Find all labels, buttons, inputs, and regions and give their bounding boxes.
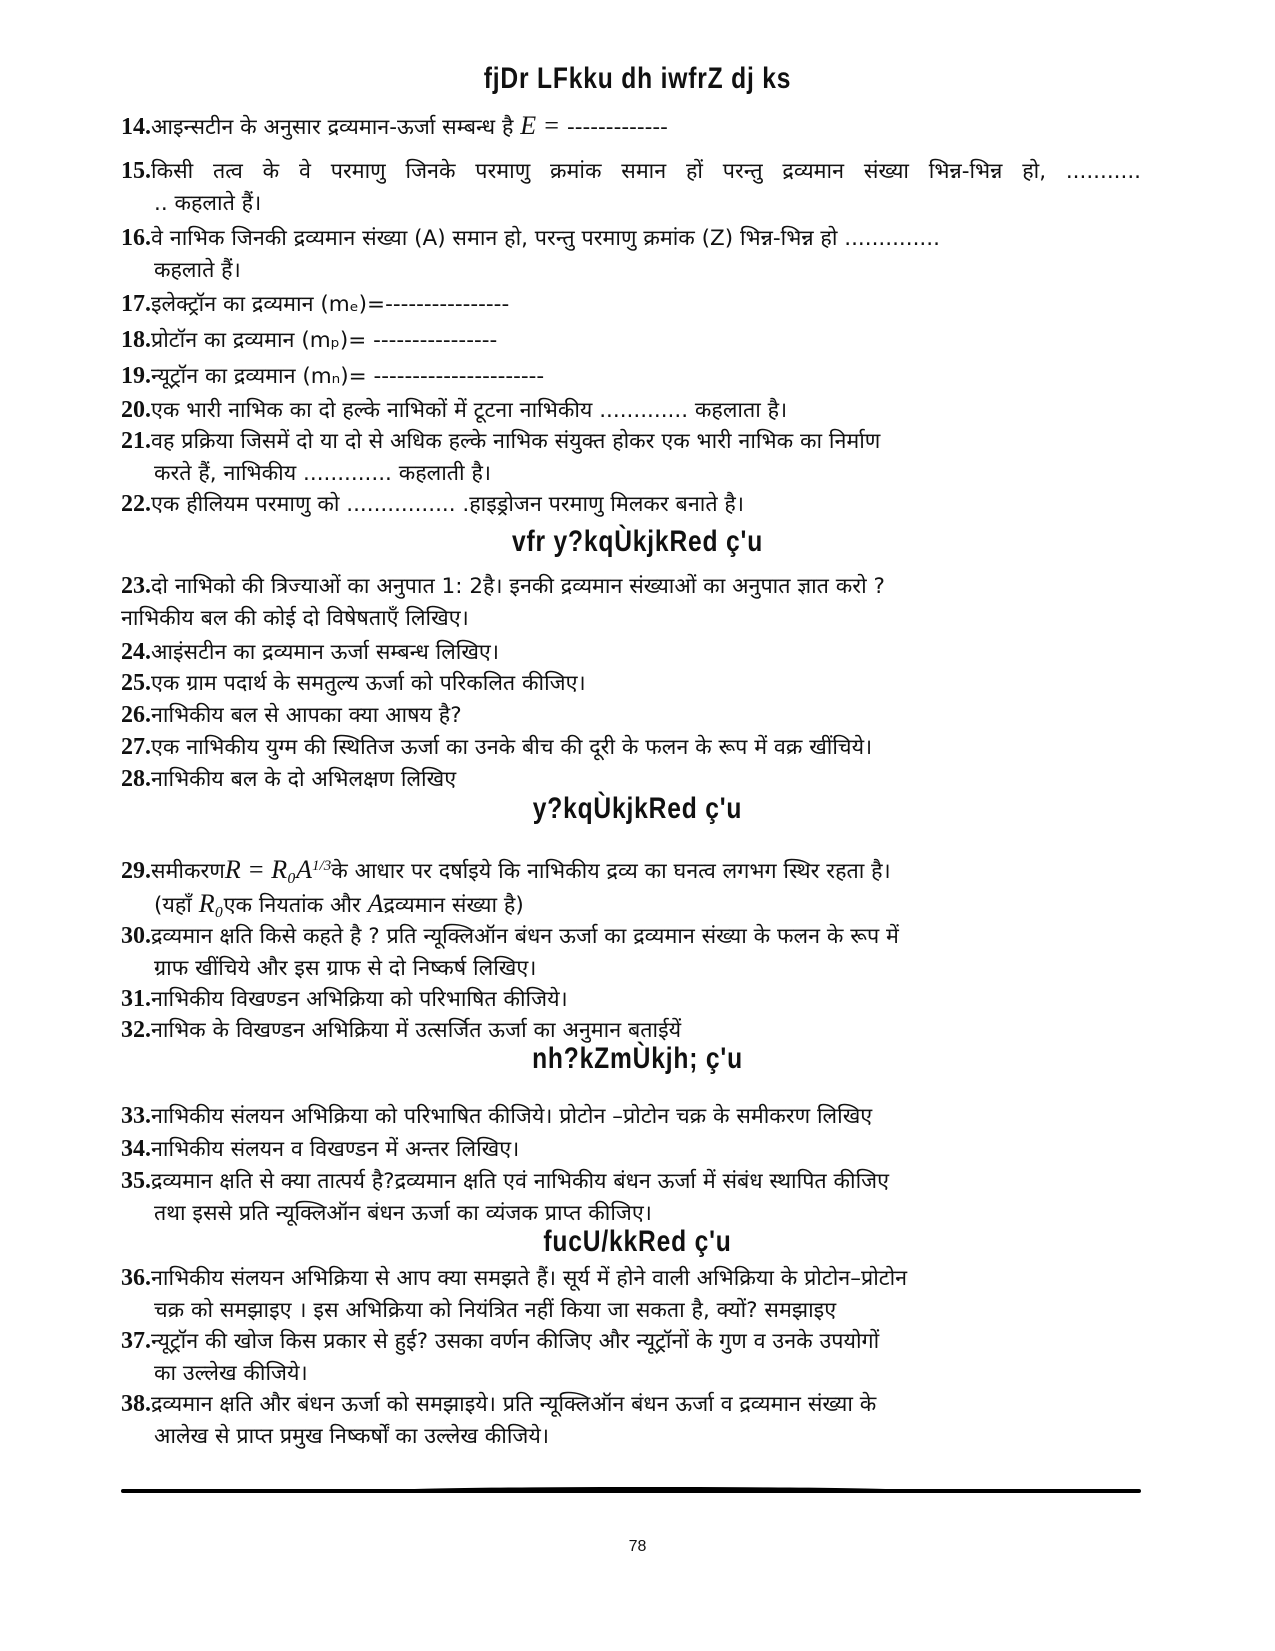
question-number: 29.: [121, 858, 151, 885]
question-text: नाभिक के विखण्डन अभिक्रिया में उत्सर्जित ऊर्जा का अनुमान बताईयें: [151, 1018, 682, 1043]
equation: R = R₀A: [224, 855, 313, 885]
question-number: 30.: [121, 923, 151, 949]
question-text: नाभिकीय बल के दो अभिलक्षण लिखिए: [151, 767, 457, 792]
question-25: [121, 667, 1141, 700]
question-text-line2a: (यहाँ: [154, 893, 199, 919]
question-text: आइन्सटीन के अनुसार द्रव्यमान-ऊर्जा सम्बन्ध है: [151, 115, 521, 140]
section-heading-one-mark: vfr y?kqÙkjkRed ç'u: [511, 525, 764, 558]
question-text-line2: कहलाते हैं।: [154, 258, 241, 283]
section-heading-essay: fucU/kkRed ç'u: [543, 1225, 732, 1258]
section-heading-two-mark: y?kqÙkjkRed ç'u: [532, 792, 743, 825]
question-text-line2c: द्रव्यमान संख्या है): [383, 893, 524, 919]
question-number: 34.: [121, 1136, 151, 1162]
question-29: [121, 850, 1141, 922]
question-number: 23.: [121, 573, 151, 599]
question-19: [121, 360, 1141, 393]
question-14: [121, 110, 1141, 144]
question-number: 31.: [121, 986, 151, 1012]
section-heading-long: nh?kZmÙkjh; ç'u: [532, 1042, 743, 1075]
question-text-line1: द्रव्यमान क्षति से क्या तात्पर्य है?द्रव्यमान क्षति एवं नाभिकीय बंधन ऊर्जा में संबंध स्थापित कीजिए: [151, 1169, 889, 1194]
question-number: 20.: [121, 397, 151, 423]
question-18: [121, 324, 1141, 357]
question-text-line2: .. कहलाते हैं।: [154, 191, 262, 216]
question-text: नाभिकीय संलयन अभिक्रिया को परिभाषित कीजिये। प्रोटोन –प्रोटोन चक्र के समीकरण लिखिए: [151, 1104, 873, 1129]
section-heading-fill-blanks: fjDr LFkku dh iwfrZ dj ks: [483, 62, 792, 95]
question-31: [121, 983, 1141, 1016]
question-number: 22.: [121, 491, 151, 517]
equation-r0: R₀: [198, 889, 224, 919]
question-text-line1: वे नाभिक जिनकी द्रव्यमान संख्या (A) समान हो, परन्तु परमाणु क्रमांक (Z) भिन्न-भिन्न हो ..............: [151, 226, 940, 251]
question-text-line2: तथा इससे प्रति न्यूक्लिऑन बंधन ऊर्जा का व्यंजक प्राप्त कीजिए।: [154, 1201, 652, 1226]
question-number: 24.: [121, 639, 151, 665]
question-text: प्रोटॉन का द्रव्यमान (mₚ)= ----------------: [151, 328, 498, 353]
question-number: 16.: [121, 225, 151, 251]
question-24: [121, 636, 1141, 669]
question-text-line2b: एक नियतांक और: [223, 893, 368, 919]
question-text: आइंसटीन का द्रव्यमान ऊर्जा सम्बन्ध लिखिए।: [151, 640, 499, 665]
question-text-line1: के आधार पर दर्षाइये कि नाभिकीय द्रव्य का घनत्व लगभग स्थिर रहता है।: [331, 859, 891, 885]
question-number: 18.: [121, 327, 151, 353]
question-text: एक हीलियम परमाणु को ................ .हाइड्रोजन परमाणु मिलकर बनाते है।: [151, 492, 744, 517]
equation: E =: [520, 111, 561, 140]
question-27: [121, 731, 1141, 764]
question-21: [121, 425, 1141, 490]
question-number: 25.: [121, 670, 151, 696]
equation-a: A: [367, 889, 384, 919]
question-number: 21.: [121, 428, 151, 454]
question-number: 27.: [121, 734, 151, 760]
question-15: [121, 155, 1141, 220]
question-text-line1: किसी तत्व के वे परमाणु जिनके परमाणु क्रमांक समान हों परन्तु द्रव्यमान संख्या भिन्न-भिन्न हो, ...........: [151, 159, 1141, 184]
question-text: एक नाभिकीय युग्म की स्थितिज ऊर्जा का उनके बीच की दूरी के फलन के रूप में वक्र खींचिये।: [151, 735, 873, 760]
question-text-line2: का उल्लेख कीजिये।: [154, 1361, 308, 1386]
question-text: नाभिकीय संलयन व विखण्डन में अन्तर लिखिए।: [151, 1137, 520, 1162]
question-text-line1: द्रव्यमान क्षति किसे कहते है ? प्रति न्यूक्लिऑन बंधन ऊर्जा का द्रव्यमान संख्या के फलन के रूप में: [151, 924, 899, 949]
question-number: 38.: [121, 1391, 151, 1417]
question-text-line2: करते हैं, नाभिकीय ............. कहलाती है।: [154, 461, 492, 486]
page-number: 78: [628, 1538, 647, 1555]
question-text: नाभिकीय बल से आपका क्या आषय है?: [151, 703, 462, 728]
question-number: 26.: [121, 702, 151, 728]
question-38: [121, 1388, 1141, 1453]
question-number: 37.: [121, 1328, 151, 1354]
question-26: [121, 699, 1141, 732]
question-number: 33.: [121, 1103, 151, 1129]
question-30: [121, 920, 1141, 985]
question-text-line1: द्रव्यमान क्षति और बंधन ऊर्जा को समझाइये। प्रति न्यूक्लिऑन बंधन ऊर्जा व द्रव्यमान संख्या के: [151, 1392, 877, 1417]
question-number: 19.: [121, 363, 151, 389]
question-text-line1: दो नाभिको की त्रिज्याओं का अनुपात 1: 2है। इनकी द्रव्यमान संख्याओं का अनुपात ज्ञात करो ?: [151, 574, 885, 599]
question-17: [121, 288, 1141, 321]
question-16: [121, 222, 1141, 287]
question-text-line2: चक्र को समझाइए । इस अभिक्रिया को नियंत्रित नहीं किया जा सकता है, क्यों? समझाइए: [154, 1298, 837, 1323]
question-number: 36.: [121, 1265, 151, 1291]
question-23: [121, 570, 1141, 635]
question-text-line2: नाभिकीय बल की कोई दो विषेषताएँ लिखिए।: [121, 606, 469, 631]
blank: -------------: [560, 115, 668, 140]
question-number: 35.: [121, 1168, 151, 1194]
question-36: [121, 1262, 1141, 1327]
question-text: इलेक्ट्रॉन का द्रव्यमान (mₑ)=----------------: [151, 292, 510, 317]
question-text: एक भारी नाभिक का दो हल्के नाभिकों में टूटना नाभिकीय ............. कहलाता है।: [151, 398, 788, 423]
question-text: न्यूट्रॉन का द्रव्यमान (mₙ)= ----------------------: [151, 364, 545, 389]
question-text-line1: न्यूट्रॉन की खोज किस प्रकार से हुई? उसका वर्णन कीजिए और न्यूट्रॉनों के गुण व उनके उपयोगों: [151, 1329, 880, 1354]
question-22: [121, 488, 1141, 521]
question-37: [121, 1325, 1141, 1390]
question-text-line1: नाभिकीय संलयन अभिक्रिया से आप क्या समझते हैं। सूर्य में होने वाली अभिक्रिया के प्रोटोन–प्रोटोन: [151, 1266, 908, 1291]
question-number: 28.: [121, 766, 151, 792]
question-text-line2: ग्राफ खींचिये और इस ग्राफ से दो निष्कर्ष लिखिए।: [154, 956, 537, 981]
question-33: [121, 1100, 1141, 1133]
question-35: [121, 1165, 1141, 1230]
equation-exponent: 1/3: [312, 858, 332, 874]
question-text: नाभिकीय विखण्डन अभिक्रिया को परिभाषित कीजिये।: [151, 987, 568, 1012]
question-text-line1: वह प्रक्रिया जिसमें दो या दो से अधिक हल्के नाभिक संयुक्त होकर एक भारी नाभिक का निर्माण: [151, 429, 881, 454]
question-text-line2: आलेख से प्राप्त प्रमुख निष्कर्षों का उल्लेख कीजिये।: [154, 1424, 549, 1449]
question-number: 15.: [121, 158, 151, 184]
question-34: [121, 1133, 1141, 1166]
footer-divider-thick: [400, 1487, 900, 1493]
question-text-prefix: समीकरण: [151, 859, 225, 885]
question-number: 32.: [121, 1017, 151, 1043]
question-text: एक ग्राम पदार्थ के समतुल्य ऊर्जा को परिकलित कीजिए।: [151, 671, 586, 696]
question-20: [121, 394, 1141, 427]
question-number: 14.: [121, 114, 151, 140]
question-number: 17.: [121, 291, 151, 317]
